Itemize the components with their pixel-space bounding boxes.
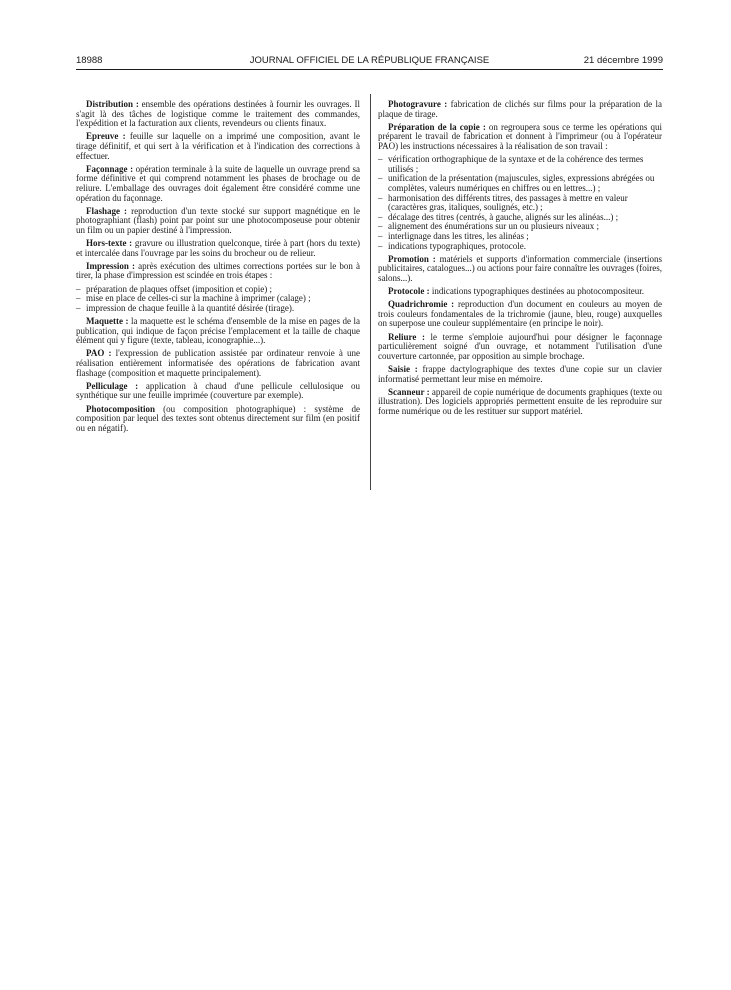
glossary-definition: reproduction d'un texte stocké sur support magnétique en le photographiant (flash) point par point sur une photocomposeuse pour obtenir un film ou un papier destiné à l'impression.	[76, 205, 360, 235]
glossary-term: Reliure :	[388, 331, 425, 342]
list-item: – unification de la présentation (majuscules, sigles, expressions abrégées ou complètes, valeurs numériques en chiffres ou en lettres...) ;	[378, 173, 655, 193]
glossary-term: Flashage :	[86, 205, 128, 216]
journal-title: JOURNAL OFFICIEL DE LA RÉPUBLIQUE FRANÇAISE	[249, 55, 490, 66]
page-number: 18988	[76, 55, 103, 66]
list-item: – alignement des énumérations sur un ou plusieurs niveaux ;	[378, 221, 599, 232]
page-header	[76, 54, 663, 68]
left-column	[76, 100, 360, 437]
glossary-definition: l'expression de publication assistée par ordinateur renvoie à une réalisation entièrement informatisée des opérations de fabrication avant flashage (composition et maquette principalement).	[76, 348, 361, 378]
glossary-entry	[76, 132, 360, 161]
glossary-term: PAO :	[86, 348, 112, 359]
glossary-term: Préparation de la copie :	[388, 121, 486, 132]
glossary-entry	[76, 165, 360, 203]
glossary-definition: on regroupera sous ce terme les opérations qui préparent le travail de fabrication et donnent à l'imprimeur (ou à l'opérateur PAO) les instructions nécessaires à la réalisation de son travail :	[378, 121, 662, 151]
header-rule	[76, 69, 663, 70]
glossary-definition: ensemble des opérations destinées à fournir les ouvrages. Il s'agit là des tâches de logistique comme le traitement des commandes, l'expédition et la facturation aux clients, revendeurs ou clients finaux.	[76, 99, 360, 129]
glossary-term: Photocomposition	[86, 403, 156, 414]
glossary-definition: feuille sur laquelle on a imprimé une composition, avant le tirage définitif, et qui sert à la vérification et à l'indication des corrections à effectuer.	[76, 131, 360, 161]
list-item-text: préparation de plaques offset (imposition et copie) ;	[86, 283, 273, 294]
glossary-term: Saisie :	[388, 364, 418, 374]
glossary-entry	[378, 365, 662, 384]
list-item-text: mise en place de celles-ci sur la machine à imprimer (calage) ;	[86, 293, 311, 304]
glossary-definition: appareil de copie numérique de documents graphiques (texte ou illustration). Des logiciels appropriés permettent ensuite de les reproduire sur forme numérique ou de les restituer sur support matériel.	[378, 386, 663, 416]
glossary-term: Protocole :	[388, 286, 430, 297]
glossary-definition: (ou composition photographique) : système de composition par lequel des textes sont obtenus directement sur film (en positif ou en négatif).	[76, 403, 360, 433]
glossary-definition: application à chaud d'une pellicule cellulosique ou synthétique sur une feuille imprimée (couverture par exemple).	[76, 380, 360, 401]
glossary-entry	[378, 255, 662, 284]
list-item-text: indications typographiques, protocole.	[388, 240, 526, 251]
glossary-term: Hors-texte :	[86, 238, 133, 249]
list-item-text: alignement des énumérations sur un ou plusieurs niveaux ;	[388, 221, 599, 232]
glossary-entry	[378, 100, 662, 119]
list-item: – mise en place de celles-ci sur la machine à imprimer (calage) ;	[76, 293, 311, 304]
glossary-definition: opération terminale à la suite de laquelle un ouvrage prend sa forme définitive et qui comprend notamment les phases de brochage ou de reliure. L'emballage des ouvrages doit également être considéré comme une opération du façonnage.	[76, 163, 360, 203]
list-item-text: unification de la présentation (majuscules, sigles, expressions abrégées ou complètes, valeurs numériques en chiffres ou en lettres...) ;	[388, 173, 655, 193]
glossary-term: Maquette :	[86, 316, 129, 327]
glossary-definition: frappe dactylographique des textes d'une copie sur un clavier informatisé permettant leur mise en mémoire.	[378, 364, 662, 384]
glossary-definition: reproduction d'un document en couleurs au moyen de trois couleurs fondamentales de la trichromie (jaune, bleu, rouge) auxquelles on superpose une couleur supplémentaire (en principe le noir).	[378, 299, 662, 329]
glossary-entry	[76, 349, 360, 378]
glossary-term: Quadrichromie :	[388, 299, 455, 310]
glossary-entry	[76, 317, 360, 346]
glossary-definition: la maquette est le schéma d'ensemble de la mise en pages de la publication, qui indique de façon précise l'emplacement et la taille de chaque élément qui y figure (texte, tableau, iconographie...).	[76, 316, 360, 346]
glossary-definition: indications typographiques destinées au photocompositeur.	[429, 286, 645, 297]
glossary-definition: gravure ou illustration quelconque, tirée à part (hors du texte) et intercalée dans l'ouvrage par les soins du brocheur ou de relieur.	[76, 238, 360, 258]
dash-list	[76, 285, 360, 314]
list-item: – impression de chaque feuille à la quantité désirée (tirage).	[76, 302, 295, 313]
glossary-entry	[378, 388, 662, 417]
list-item-text: impression de chaque feuille à la quantité désirée (tirage).	[86, 302, 295, 313]
issue-date: 21 décembre 1999	[583, 55, 663, 66]
glossary-entry	[378, 287, 662, 297]
list-item-text: vérification orthographique de la syntaxe et de la cohérence des termes utilisés ;	[388, 154, 644, 174]
column-separator	[370, 94, 371, 490]
glossary-term: Impression :	[86, 260, 135, 271]
dash-list	[378, 155, 662, 251]
right-column	[378, 100, 662, 420]
list-item: – décalage des titres (centrés, à gauche, alignés sur les alinéas...) ;	[378, 211, 619, 222]
glossary-entry	[76, 405, 360, 434]
glossary-definition: après exécution des ultimes corrections portées sur le bon à tirer, la phase d'impression est scindée en trois étapes :	[76, 260, 360, 281]
glossary-definition: le terme s'emploie aujourd'hui pour désigner le façonnage particulièrement soigné d'un ouvrage, et notamment l'utilisation d'une couverture cartonnée, par opposition au simple brochage.	[378, 331, 662, 361]
glossary-entry	[76, 262, 360, 281]
glossary-term: Pelliculage :	[86, 380, 139, 391]
glossary-entry	[378, 123, 662, 152]
list-item: – vérification orthographique de la syntaxe et de la cohérence des termes utilisés ;	[378, 154, 644, 174]
glossary-term: Epreuve :	[86, 131, 126, 142]
glossary-definition: matériels et supports d'information commerciale (insertions publicitaires, catalogues...) ou actions pour faire connaître les ouvrages (foires, salons...).	[378, 253, 663, 283]
list-item: – interlignage dans les titres, les alinéas ;	[378, 230, 529, 241]
glossary-entry	[76, 100, 360, 129]
list-item: – indications typographiques, protocole.	[378, 240, 526, 251]
list-item-text: interlignage dans les titres, les alinéas ;	[388, 230, 529, 241]
glossary-term: Façonnage :	[86, 163, 134, 174]
glossary-definition: fabrication de clichés sur films pour la préparation de la plaque de tirage.	[378, 99, 662, 119]
glossary-entry	[76, 239, 360, 258]
list-item-text: décalage des titres (centrés, à gauche, alignés sur les alinéas...) ;	[388, 211, 619, 222]
glossary-term: Photogravure :	[388, 99, 448, 109]
glossary-entry	[76, 207, 360, 236]
list-item: – harmonisation des différents titres, des passages à mettre en valeur (caractères gras, italiques, soulignés, etc.) ;	[378, 192, 628, 213]
glossary-entry	[378, 333, 662, 362]
glossary-term: Scanneur :	[388, 386, 430, 397]
glossary-term: Promotion :	[388, 253, 436, 264]
list-item: – préparation de plaques offset (imposition et copie) ;	[76, 283, 273, 294]
glossary-entry	[378, 300, 662, 329]
list-item-text: harmonisation des différents titres, des passages à mettre en valeur (caractères gras, italiques, soulignés, etc.) ;	[388, 192, 628, 213]
glossary-term: Distribution :	[86, 99, 139, 109]
glossary-entry	[76, 382, 360, 401]
